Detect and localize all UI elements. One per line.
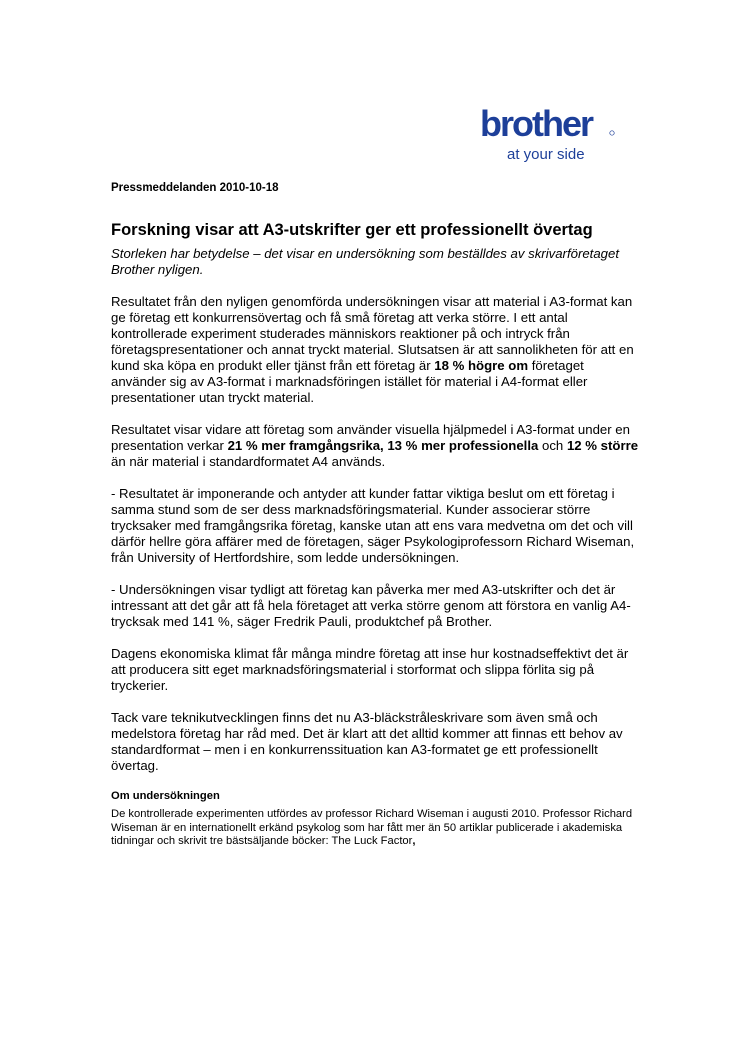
paragraph-5: Dagens ekonomiska klimat får många mindre företag att inse hur kostnadseffektivt det är att producera sitt eget marknadsföringsmaterial i storformat och slippa förlita sig på tryckerier. bbox=[111, 646, 629, 693]
paragraph-1-highlight: 18 % högre om bbox=[434, 358, 529, 373]
logo-tagline: at your side bbox=[507, 146, 585, 163]
paragraph-6: Tack vare teknikutvecklingen finns det nu A3-bläckstråleskrivare som även små och medelstora företag har råd med. Det är klart att det alltid kommer att finnas ett behov av standardformat – men i en konkurrenssituation kan A3-formatet ge ett professionellt övertag. bbox=[111, 710, 623, 773]
page-title: Forskning visar att A3-utskrifter ger ett professionellt övertag bbox=[111, 221, 593, 239]
paragraph-2-text: Resultatet visar vidare att företag som använder visuella hjälpmedel i A3-format under en presentation verkar bbox=[111, 422, 630, 453]
brother-logo bbox=[476, 104, 616, 164]
paragraph-2-highlight: 21 % mer framgångsrika, 13 % mer professionella bbox=[227, 438, 539, 453]
paragraph-1-text: Resultatet från den nyligen genomförda undersökningen visar att material i A3-format kan ge företag ett konkurrensövertag och få små företag att verka större. I ett antal kontrollerade experiment studerades människors reaktioner på och intryck från företagspresentationer och annat tryckt material. Slutsatsen är att sannolikheten för att en kund ska köpa en produkt eller tjänst från ett företag är bbox=[111, 294, 634, 373]
paragraph-4: - Undersökningen visar tydligt att företag kan påverka mer med A3-utskrifter och det är intressant att det går att få hela företaget att verka större genom att förstora en vanlig A4-trycksak med 141 %, säger Fredrik Pauli, produktchef på Brother. bbox=[111, 582, 631, 629]
about-paragraph bbox=[111, 808, 641, 849]
brother-logo-graphic bbox=[476, 104, 616, 164]
lead-paragraph: Storleken har betydelse – det visar en undersökning som beställdes av skrivarföretaget Brother nyligen. bbox=[111, 246, 619, 277]
paragraph-1 bbox=[111, 294, 641, 406]
paragraph-2-highlight-2: 12 % större bbox=[566, 438, 639, 453]
date-line: Pressmeddelanden 2010-10-18 bbox=[111, 182, 279, 194]
press-release-body bbox=[111, 182, 641, 849]
logo-brand-text: brother bbox=[480, 104, 592, 144]
about-text: De kontrollerade experimenten utfördes av professor Richard Wiseman i augusti 2010. Professor Richard Wiseman är en internationellt erkänd psykolog som har fått mer än 50 artiklar publicerade i akademiska tidningar och skrivit tre bästsäljande böcker: The Luck Factor bbox=[111, 808, 633, 847]
about-text-comma: , bbox=[412, 835, 416, 847]
section-heading-about: Om undersökningen bbox=[111, 790, 220, 802]
paragraph-1-text-end: företaget använder sig av A3-format i marknadsföringen istället för material i A4-format eller presentationer utan tryckt material. bbox=[111, 358, 588, 405]
registered-mark-icon bbox=[610, 131, 614, 135]
paragraph-3: - Resultatet är imponerande och antyder att kunder fattar viktiga beslut om ett företag i samma stund som de ser dess marknadsföringsmaterial. Kunder associerar större trycksaker med framgångsrika företag, kanske utan att ens vara medvetna om det och vill därför hellre göra affärer med de företagen, säger Psykologiprofessorn Richard Wiseman, från University of Hertfordshire, som ledde undersökningen. bbox=[111, 486, 635, 565]
paragraph-2-text-mid: och bbox=[538, 438, 567, 453]
paragraph-2-text-end: än när material i standardformatet A4 används. bbox=[111, 454, 386, 469]
paragraph-2 bbox=[111, 422, 641, 470]
